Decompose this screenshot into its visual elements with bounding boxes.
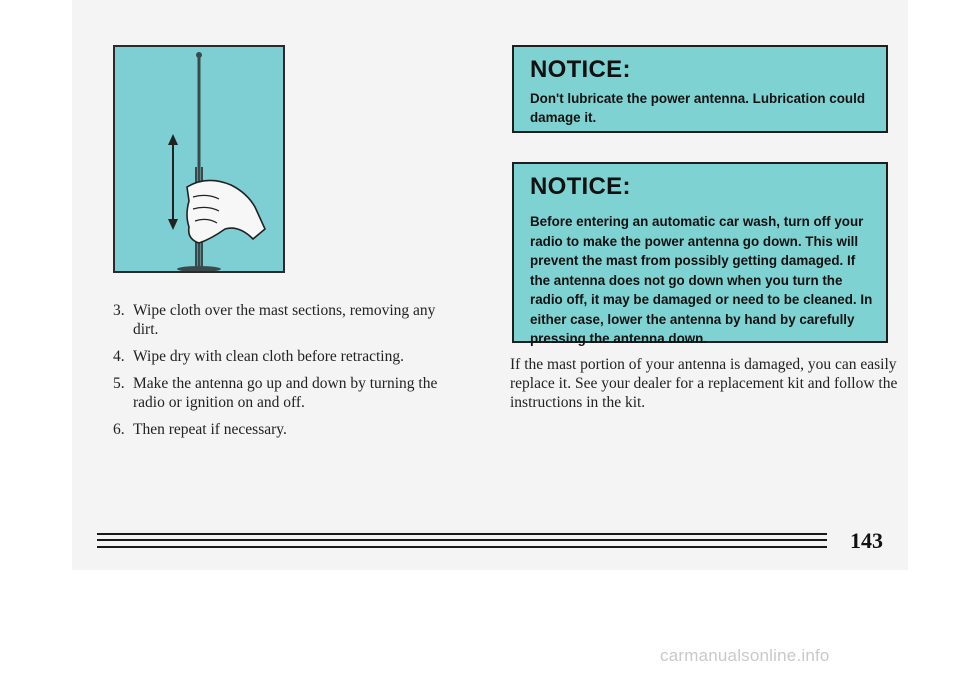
list-item: 3. Wipe cloth over the mast sections, removing any dirt. — [113, 302, 436, 338]
cleaning-steps-list — [113, 301, 463, 447]
antenna-hand-icon — [115, 47, 283, 271]
mast-replacement-paragraph: If the mast portion of your antenna is damaged, you can easily replace it. See your dealer for a replacement kit and follow the instructions in the kit. — [510, 356, 898, 411]
notice-box-lubrication — [512, 45, 888, 133]
notice-title: NOTICE: — [530, 173, 631, 200]
antenna-cleaning-illustration — [113, 45, 285, 273]
list-item: 4. Wipe dry with clean cloth before retracting. — [113, 348, 404, 365]
footer-rule — [97, 539, 827, 541]
watermark: carmanualsonline.info — [660, 646, 830, 665]
notice-title: NOTICE: — [530, 56, 631, 83]
notice-body: Don't lubricate the power antenna. Lubrication could damage it. — [530, 91, 865, 125]
list-item: 5. Make the antenna go up and down by turning the radio or ignition on and off. — [113, 375, 438, 411]
notice-body: Before entering an automatic car wash, turn off your radio to make the power antenna go down. This will prevent the mast from possibly getting damaged. If the antenna does not go down when you turn the radio off, it may be damaged or need to be cleaned. In either case, lower the antenna by hand by carefully pressing the antenna down. — [530, 214, 873, 346]
page-number: 143 — [850, 528, 883, 553]
notice-box-car-wash — [512, 162, 888, 346]
footer-rule — [97, 533, 827, 535]
list-item: 6. Then repeat if necessary. — [113, 421, 287, 438]
footer-rule — [97, 546, 827, 548]
